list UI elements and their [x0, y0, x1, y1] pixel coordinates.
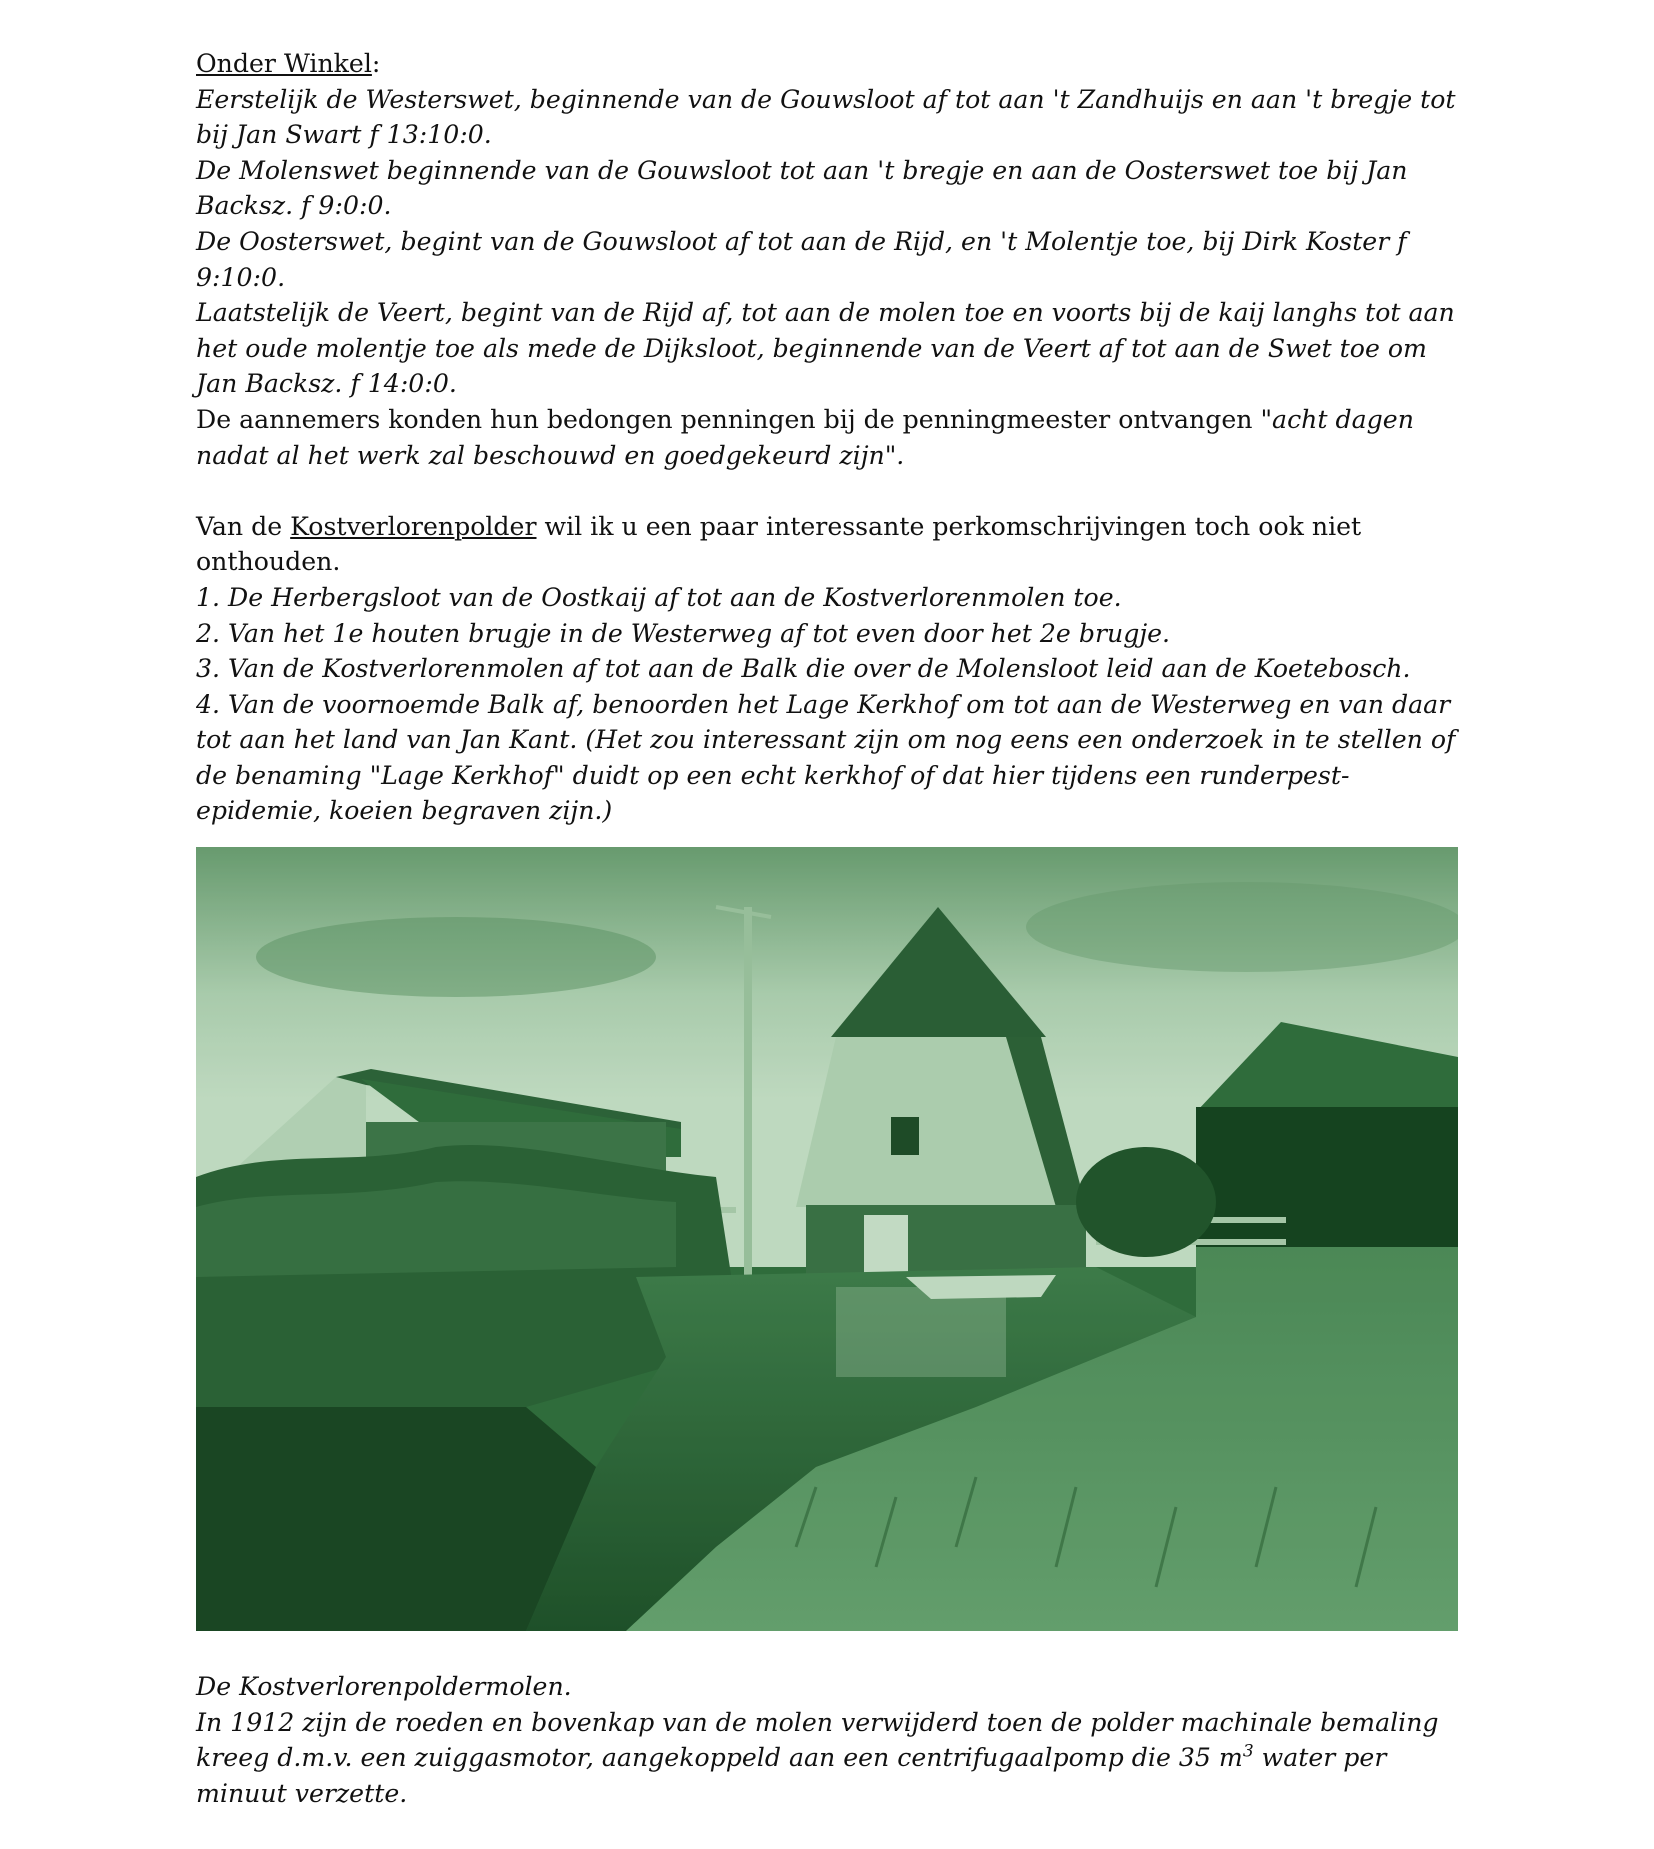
- paragraph-veert: Laatstelijk de Veert, begint van de Rijd af, tot aan de molen toe en voorts bij de kaij langhs tot aan het oude molentje toe als mede de Dijksloot, beginnende van de Veert af tot aan de Swet toe om Jan Backsz. f 14:0:0.: [196, 298, 1455, 399]
- photo-caption: [196, 1669, 1458, 1811]
- paragraph-aannemers: [196, 402, 1458, 473]
- caption-title: De Kostverlorenpoldermolen.: [196, 1672, 572, 1702]
- list-item-2: 2. Van het 1e houten brugje in de Westerweg af tot even door het 2e brugje.: [196, 618, 1171, 648]
- caption-superscript: 3: [1242, 1741, 1254, 1762]
- document-page: [196, 46, 1458, 1811]
- list-item-1: 1. De Herbergsloot van de Oostkaij af tot aan de Kostverlorenmolen toe.: [196, 582, 1122, 612]
- paragraph-kostverlorenpolder-intro: [196, 509, 1458, 580]
- paragraph-molenswet: De Molenswet beginnende van de Gouwsloot tot aan 't bregje en aan de Oosterswet toe bij Jan Backsz. f 9:0:0.: [196, 155, 1408, 221]
- intro-before: Van de: [196, 511, 291, 541]
- aannemers-text: De aannemers konden hun bedongen penningen bij de penningmeester ontvangen: [196, 404, 1261, 434]
- intro-after: wil ik u een paar interessante perkomschrijvingen toch ook niet onthouden.: [196, 511, 1362, 577]
- section-heading-line: [196, 46, 1458, 82]
- list-item-4: 4. Van de voornoemde Balk af, benoorden het Lage Kerkhof om tot aan de Westerweg en van daar tot aan het land van Jan Kant. (Het zou interessant zijn om nog eens een onderzoek in te stellen of de benaming "Lage Kerkhof" duidt op een echt kerkhof of dat hier tijdens een runderpest-epidemie, koeien begraven zijn.): [196, 689, 1456, 826]
- section-heading-onder-winkel: Onder Winkel: [196, 49, 372, 78]
- caption-text-before: In 1912 zijn de roeden en bovenkap van de molen verwijderd toen de polder machinale bemaling kreeg d.m.v. een zuiggasmotor, aangekoppeld aan een centrifugaalpomp die 35 m: [196, 1707, 1439, 1773]
- list-item-3: 3. Van de Kostverlorenmolen af tot aan de Balk die over de Molensloot leid aan de Koetebosch.: [196, 654, 1411, 684]
- windmill-photo-illustration: [196, 847, 1458, 1631]
- photo-tint: [196, 847, 1458, 1631]
- caption-text-after: water per minuut verzette.: [196, 1743, 1387, 1808]
- heading-colon: :: [371, 49, 381, 78]
- historic-windmill-photo: [196, 847, 1458, 1631]
- caption-text: [196, 1705, 1458, 1812]
- paragraph-westerswet: Eerstelijk de Westerswet, beginnende van de Gouwsloot af tot aan 't Zandhuijs en aan 't bregje tot bij Jan Swart f 13:10:0.: [196, 84, 1456, 150]
- aannemers-quote: "acht dagen nadat al het werk zal beschouwd en goedgekeurd zijn".: [196, 404, 1414, 470]
- paragraph-oosterswet: De Oosterswet, begint van de Gouwsloot af tot aan de Rijd, en 't Molentje toe, bij Dirk Koster f 9:10:0.: [196, 226, 1407, 292]
- paragraph-gap: [196, 473, 1458, 509]
- kostverlorenpolder-term: Kostverlorenpolder: [290, 511, 537, 541]
